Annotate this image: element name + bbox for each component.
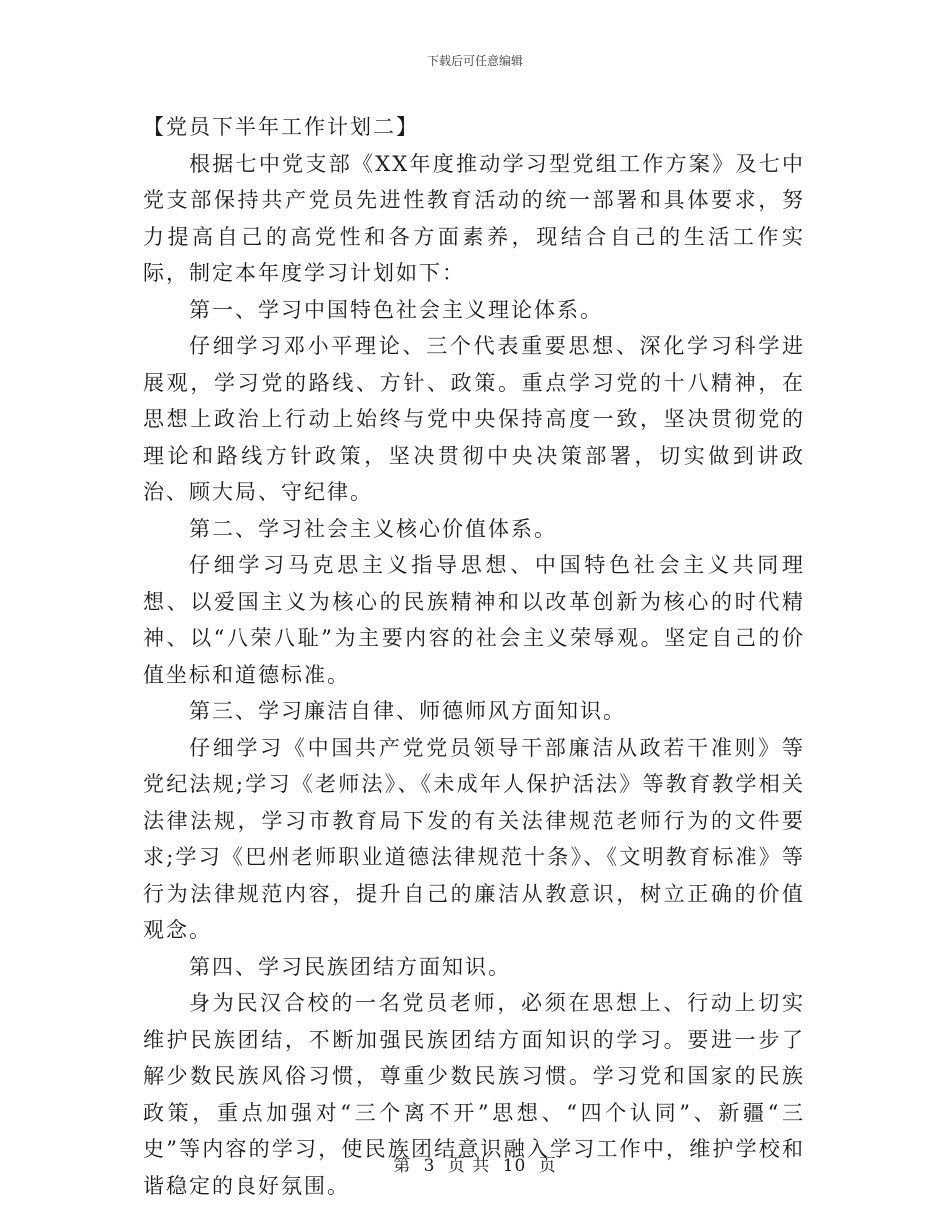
- paragraph-section-3: 仔细学习《中国共产党党员领导干部廉洁从政若干准则》等党纪法规;学习《老师法》、《未成年人保护活法》等教育教学相关法律法规，学习市教育局下发的有关法律规范老师行为的文件要求;学习《巴州老师职业道德法律规范十条》、《文明教育标准》等行为法律规范内容，提升自己的廉洁从教意识，树立正确的价值观念。: [143, 735, 805, 942]
- section-heading-4: 第四、学习民族团结方面知识。: [189, 954, 511, 979]
- page-footer: [0, 1155, 950, 1177]
- current-page-number: 3: [423, 1156, 436, 1176]
- document-body: [143, 109, 805, 1204]
- page-header: 下载后可任意编辑: [426, 54, 523, 68]
- paragraph-section-1: 仔细学习邓小平理论、三个代表重要思想、深化学习科学进展观，学习党的路线、方针、政策。重点学习党的十八精神，在思想上政治上行动上始终与党中央保持高度一致，坚决贯彻党的理论和路线方针政策，坚决贯彻中央决策部署，切实做到讲政治、顾大局、守纪律。: [143, 334, 805, 504]
- footer-prefix: 第: [393, 1156, 412, 1176]
- section-heading-2: 第二、学习社会主义核心价值体系。: [189, 516, 557, 541]
- footer-suffix: 页: [538, 1156, 557, 1176]
- total-pages-number: 10: [502, 1156, 527, 1176]
- paragraph-section-2: 仔细学习马克思主义指导思想、中国特色社会主义共同理想、以爱国主义为核心的民族精神和以改革创新为核心的时代精神、以“八荣八耻”为主要内容的社会主义荣辱观。坚定自己的价值坐标和道德标准。: [143, 553, 805, 687]
- paragraph-section-4: 身为民汉合校的一名党员老师，必须在思想上、行动上切实维护民族团结，不断加强民族团结方面知识的学习。要进一步了解少数民族风俗习惯，尊重少数民族习惯。学习党和国家的民族政策，重点加强对“三个离不开”思想、“四个认同”、新疆“三史”等内容的学习，使民族团结意识融入学习工作中，维护学校和谐稳定的良好氛围。: [143, 991, 805, 1198]
- footer-middle: 页 共: [447, 1156, 491, 1176]
- paragraph-intro: 根据七中党支部《XX年度推动学习型党组工作方案》及七中党支部保持共产党员先进性教育活动的统一部署和具体要求，努力提高自己的高党性和各方面素养，现结合自己的生活工作实际，制定本年度学习计划如下：: [143, 151, 805, 285]
- section-heading-1: 第一、学习中国特色社会主义理论体系。: [189, 297, 603, 322]
- document-title: 【党员下半年工作计划二】: [143, 115, 419, 139]
- section-heading-3: 第三、学习廉洁自律、师德师风方面知识。: [189, 699, 626, 723]
